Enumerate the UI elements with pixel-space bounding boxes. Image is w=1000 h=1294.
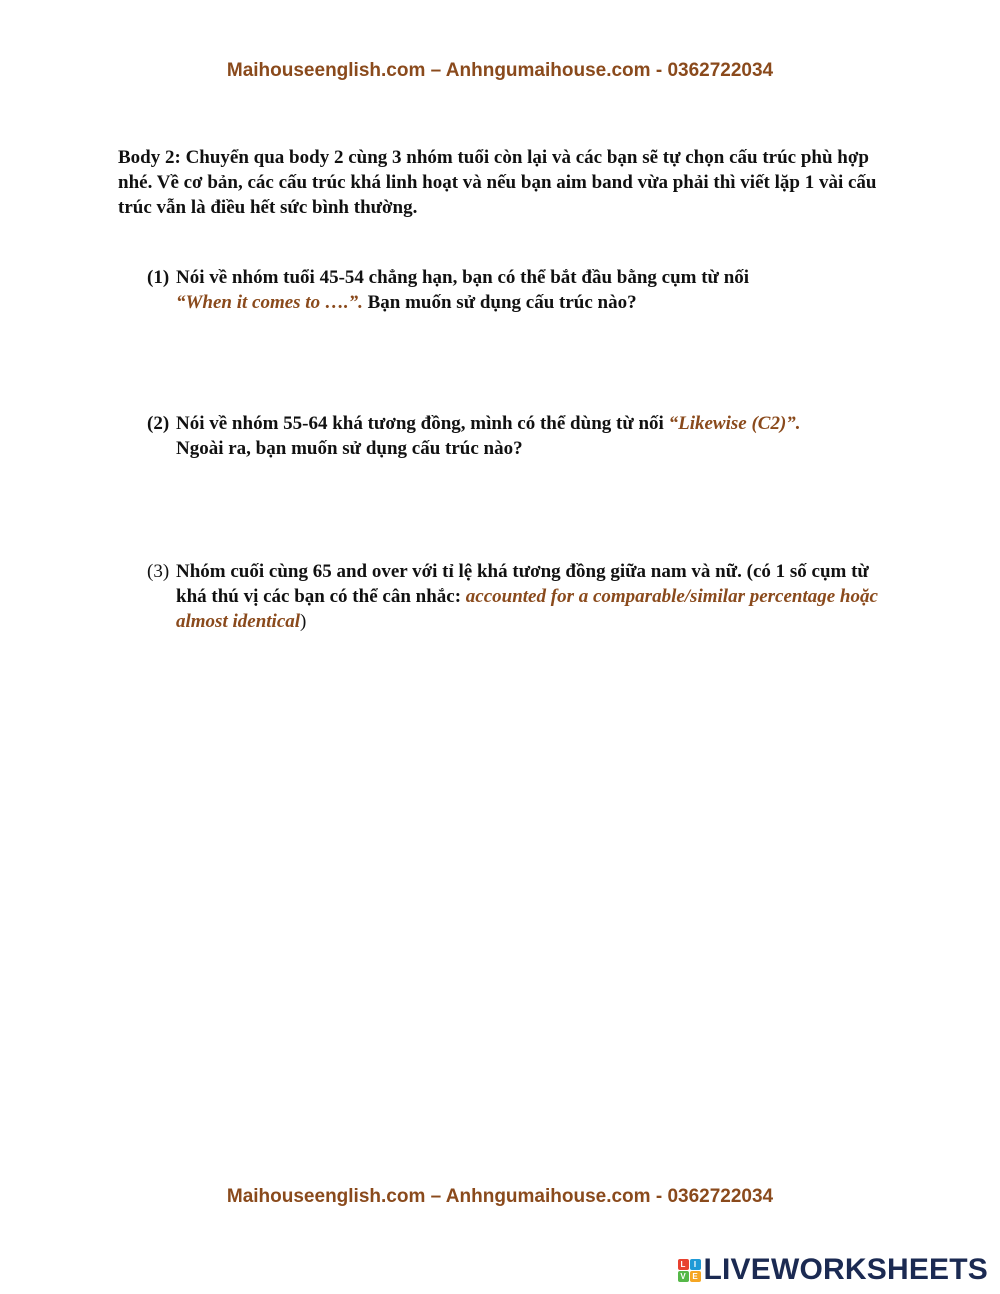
page-footer: Maihouseenglish.com – Anhngumaihouse.com - 0362722034 (226, 1186, 774, 1207)
logo-letter-e: E (690, 1271, 701, 1282)
question-item-2 (147, 411, 892, 461)
question-item-1 (147, 265, 892, 315)
liveworksheets-brand[interactable] (678, 1253, 989, 1287)
item-text: Nói về nhóm 55-64 khá tương đồng, mình có thể dùng từ nối (176, 413, 669, 434)
logo-letter-v: V (678, 1271, 689, 1282)
item-highlight: “Likewise (C2)”. (668, 413, 801, 434)
item-text-after: ) (300, 611, 307, 632)
item-highlight: accounted for a comparable/similar percentage hoặc almost identical (176, 586, 878, 632)
page-header: Maihouseenglish.com – Anhngumaihouse.com - 0362722034 (226, 60, 774, 81)
item-number: (3) (147, 561, 170, 582)
brand-name: LIVEWORKSHEETS (703, 1253, 988, 1286)
item-text-after: Bạn muốn sử dụng cấu trúc nào? (362, 292, 637, 313)
item-text-after: Ngoài ra, bạn muốn sử dụng cấu trúc nào? (176, 438, 523, 459)
liveworksheets-logo-icon (678, 1259, 701, 1282)
item-highlight: “When it comes to ….”. (176, 292, 363, 313)
question-item-3 (147, 559, 892, 634)
intro-paragraph: Body 2: Chuyển qua body 2 cùng 3 nhóm tuổi còn lại và các bạn sẽ tự chọn cấu trúc phù hợp nhé. Về cơ bản, các cấu trúc khá linh hoạt và nếu bạn aim band vừa phải thì viết lặp 1 vài cấu trúc vẫn là điều hết sức bình thường. (118, 147, 877, 218)
item-text: Nhóm cuối cùng 65 and over với tỉ lệ khá tương đồng giữa nam và nữ. (có 1 số cụm từ khá thú vị các bạn có thể cân nhắc: (176, 561, 869, 607)
logo-letter-l: L (678, 1259, 689, 1270)
logo-letter-i: I (690, 1259, 701, 1270)
item-number: (1) (147, 267, 170, 288)
item-text: Nói về nhóm tuổi 45-54 chẳng hạn, bạn có thể bắt đầu bằng cụm từ nối (176, 267, 750, 288)
item-number: (2) (147, 413, 170, 434)
